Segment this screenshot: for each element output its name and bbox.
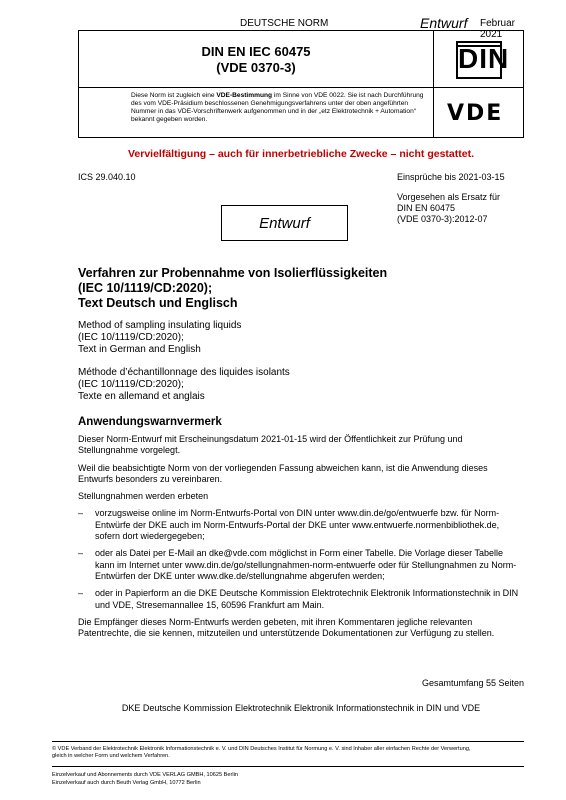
reproduction-warning: Vervielfältigung – auch für innerbetriebliche Zwecke – nicht gestattet. [127, 148, 474, 160]
replacement-line-1: Vorgesehen als Ersatz für [397, 192, 501, 202]
standard-title-cell [79, 31, 434, 88]
submission-list [78, 508, 524, 610]
din-logo: DIN [456, 41, 502, 79]
title-english-line-2: (IEC 10/1119/CD:2020); [78, 332, 184, 343]
title-german-line-2: (IEC 10/1119/CD:2020); [78, 281, 213, 295]
vde-description [79, 88, 434, 137]
draft-label: Entwurf [420, 15, 468, 31]
distribution-line-1: Einzelverkauf und Abonnements durch VDE VERLAG GMBH, 10625 Berlin [52, 772, 238, 778]
list-item: – oder als Datei per E-Mail an dke@vde.com möglichst in Form einer Tabelle. Die Vorlage dieser Tabelle kann im Internet unter www.din.de/go/stellungnahmen-norm-entwuerfe oder für Stellungnahmen zu Norm-Entwürfen der DKE unter www.dke.de/stellungnahme abgerufen werden; [78, 548, 524, 582]
vde-logo-cell [434, 88, 523, 137]
vde-logo: VDE [447, 101, 504, 126]
copyright-note: © VDE Verband der Elektrotechnik Elektronik Informationstechnik e. V. und DIN Deutsches Institut für Normung e. V. sind Inhaber aller einfachen Rechte der Verwertung, gleich in welcher Form und welchem Verfahren. [52, 746, 471, 759]
objection-deadline: Einsprüche bis 2021-03-15 [397, 172, 505, 182]
title-french-line-2: (IEC 10/1119/CD:2020); [78, 379, 184, 390]
title-english-line-3: Text in German and English [78, 344, 201, 355]
distribution-line-2: Einzelverkauf auch durch Beuth Verlag GmbH, 10772 Berlin [52, 780, 201, 786]
footer-divider [52, 741, 524, 742]
title-german-line-1: Verfahren zur Probennahme von Isolierflüssigkeiten [78, 266, 388, 280]
vde-description-bold: VDE-Bestimmung [216, 92, 273, 99]
header-box [78, 30, 524, 138]
footer-divider-2 [52, 766, 524, 767]
title-english-line-1: Method of sampling insulating liquids [78, 320, 242, 331]
list-item: – vorzugsweise online im Norm-Entwurfs-Portal von DIN unter www.din.de/go/entwuerfe bzw. für Norm-Entwürfe der DKE auch im Norm-Entwurfs-Portal der DKE unter www.entwuerfe.normenbibliothek.de, sofern dort wiedergegeben; [78, 508, 524, 542]
title-french-line-1: Méthode d’échantillonnage des liquides isolants [78, 367, 290, 378]
din-logo-cell [434, 31, 523, 88]
list-item: – oder in Papierform an die DKE Deutsche Kommission Elektrotechnik Elektronik Informationstechnik in DIN und VDE, Stresemannallee 15, 60596 Frankfurt am Main. [78, 588, 524, 611]
title-german [78, 266, 518, 311]
distribution-note [52, 771, 238, 787]
norm-label: DEUTSCHE NORM [240, 18, 329, 29]
draft-box: Entwurf [221, 205, 348, 241]
paragraph-3: Stellungnahmen werden erbeten [78, 491, 209, 502]
paragraph-2: Weil die beabsichtigte Norm von der vorliegenden Fassung abweichen kann, ist die Anwendung dieses Entwurfs besonders zu vereinbaren. [78, 462, 488, 484]
vde-description-post: im Sinne von VDE 0022. Sie ist nach Durchführung des vom VDE-Präsidium beschlossenen Genehmigungsverfahrens unter der oben angeführten Nummer in das VDE-Vorschriftenwerk aufgenommen und in der „etz Elektrotechnik + Automation“ bekannt gegeben worden. [131, 92, 424, 123]
replacement-line-2: DIN EN 60475 [397, 203, 456, 213]
section-heading: Anwendungswarnvermerk [78, 416, 222, 428]
title-french-line-3: Texte en allemand et anglais [78, 391, 205, 402]
total-pages: Gesamtumfang 55 Seiten [421, 678, 524, 688]
issue-date: Februar 2021 [480, 18, 516, 40]
dke-line: DKE Deutsche Kommission Elektrotechnik Elektronik Informationstechnik in DIN und VDE [121, 703, 481, 713]
replacement-note [397, 192, 500, 225]
paragraph-4: Die Empfänger dieses Norm-Entwurfs werden gebeten, mit ihren Kommentaren jegliche relevanten Patentrechte, die sie kennen, mitzuteilen und unterstützende Dokumentationen zur Verfügung zu stellen. [78, 616, 495, 639]
title-english [78, 320, 518, 356]
vde-description-pre: Diese Norm ist zugleich eine [131, 92, 217, 99]
title-french [78, 367, 518, 403]
ics-code: ICS 29.040.10 [78, 172, 136, 182]
vde-number: (VDE 0370-3) [216, 60, 296, 75]
paragraph-1: Dieser Norm-Entwurf mit Erscheinungsdatum 2021-01-15 wird der Öffentlichkeit zur Prüfung und Stellungnahme vorgelegt. [78, 434, 463, 456]
application-warning-section [78, 416, 524, 645]
standard-number: DIN EN IEC 60475 [201, 44, 311, 59]
title-german-line-3: Text Deutsch und Englisch [78, 296, 238, 310]
replacement-line-3: (VDE 0370-3):2012-07 [397, 214, 488, 224]
